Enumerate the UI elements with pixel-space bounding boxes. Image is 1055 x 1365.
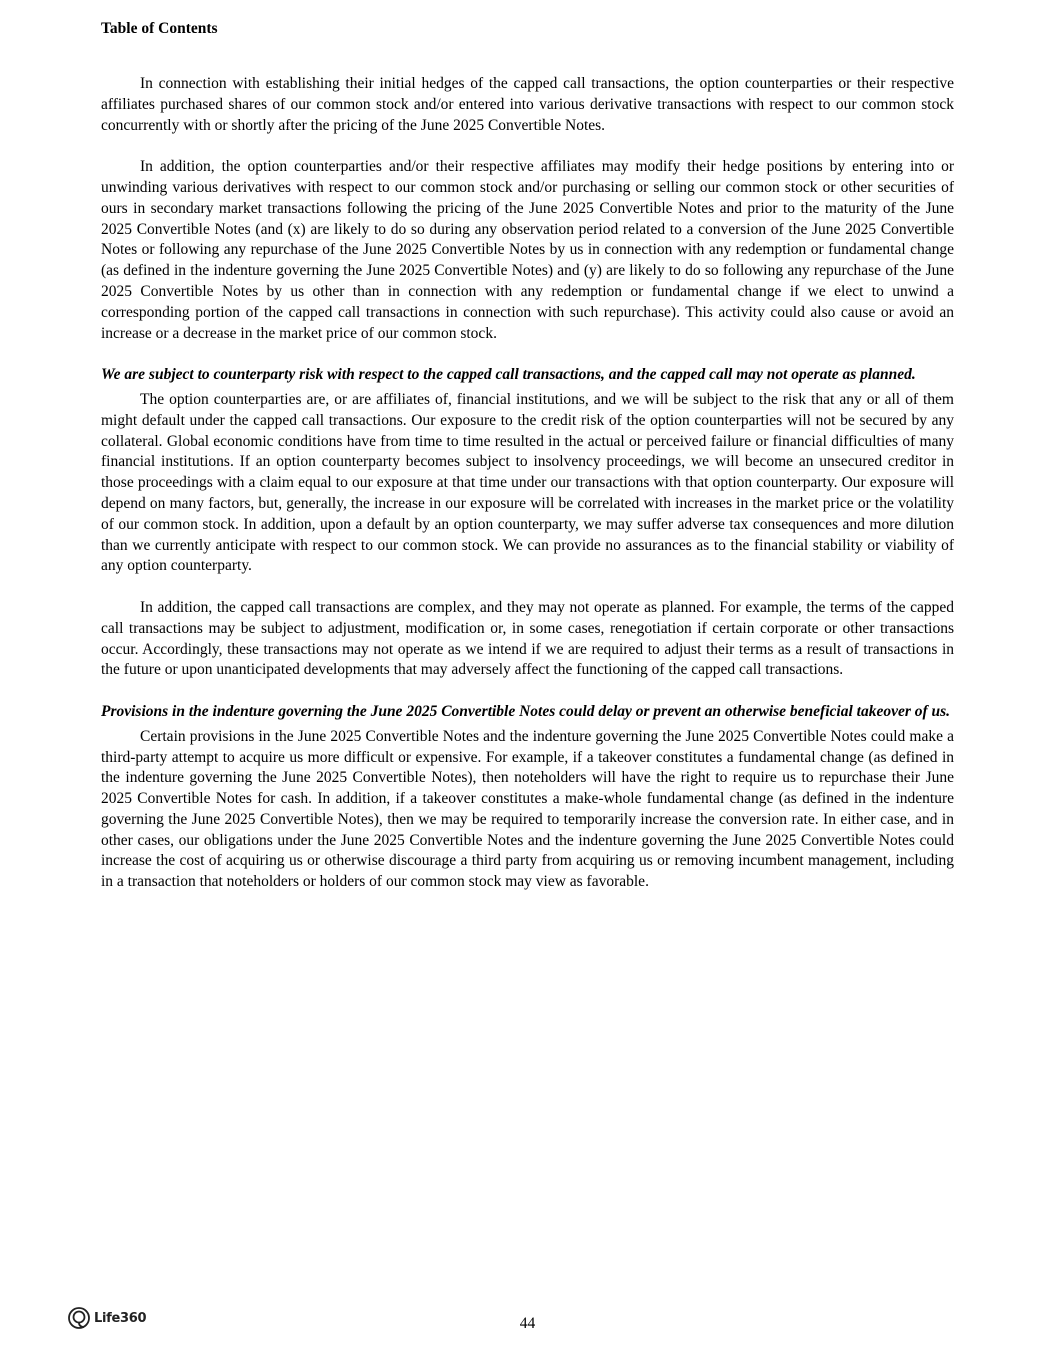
page-number: 44 [519,1315,536,1332]
section-heading: Provisions in the indenture governing the June 2025 Convertible Notes could delay or prevent an otherwise beneficial takeover of us. [101,702,951,720]
paragraph: The option counterparties are, or are affiliates of, financial institutions, and we will be subject to the risk that any or all of them might default under the capped call transactions. Our exposure to the credit risk of the option counterparties will not be secured by any collateral. Global economic conditions have from time to time resulted in the actual or perceived failure or financial difficulties of many financial institutions. If an option counterparty becomes subject to insolvency proceedings, we will become an unsecured creditor in those proceedings with a claim equal to our exposure at that time under our transactions with that option counterparty. Our exposure will depend on many factors, but, generally, the increase in our exposure will be correlated with increases in the market price or the volatility of our common stock. In addition, upon a default by an option counterparty, we may suffer adverse tax consequences and more dilution than we currently anticipate with respect to our common stock. We can provide no assurances as to the financial stability or viability of any option counterparty. [101,390,954,575]
paragraph: Certain provisions in the June 2025 Convertible Notes and the indenture governing the June 2025 Convertible Notes could make a third-party attempt to acquire us more difficult or expensive. For example, if a takeover constitutes a fundamental change (as defined in the indenture governing the June 2025 Convertible Notes), then noteholders will have the right to require us to repurchase their June 2025 Convertible Notes for cash. In addition, if a takeover constitutes a make-whole fundamental change (as defined in the indenture governing the June 2025 Convertible Notes), then we may be required to temporarily increase the conversion rate. In either case, and in other cases, our obligations under the June 2025 Convertible Notes and the indenture governing the June 2025 Convertible Notes could increase the cost of acquiring us or otherwise discourage a third party from acquiring us or removing incumbent management, including in a transaction that noteholders or holders of our common stock may view as favorable. [101,727,954,891]
section-heading: We are subject to counterparty risk with respect to the capped call transactions, and the capped call may not operate as planned. [101,366,916,384]
logo-text: Life360 [94,1310,147,1326]
paragraph: In addition, the capped call transactions are complex, and they may not operate as planned. For example, the terms of the capped call transactions may be subject to adjustment, modification or, in some cases, renegotiation if certain corporate or other transactions occur. Accordingly, these transactions may not operate as we intend if we are required to adjust their terms as a result of transactions in the future or upon unanticipated developments that may adversely affect the functioning of the capped call transactions. [101,598,954,679]
table-of-contents-link[interactable]: Table of Contents [101,20,218,37]
paragraph: In connection with establishing their initial hedges of the capped call transactions, the option counterparties or their respective affiliates purchased shares of our common stock and/or entered into various derivative transactions with respect to our common stock concurrently with or shortly after the pricing of the June 2025 Convertible Notes. [101,75,954,134]
document-body [101,74,954,914]
paragraph: In addition, the option counterparties and/or their respective affiliates may modify their hedge positions by entering into or unwinding various derivatives with respect to our common stock and/or purchasing or selling our common stock or other securities of ours in secondary market transactions following the pricing of the June 2025 Convertible Notes and prior to the maturity of the June 2025 Convertible Notes (and (x) are likely to do so during any observation period related to a conversion of the June 2025 Convertible Notes or following any repurchase of the June 2025 Convertible Notes by us in connection with any redemption or fundamental change (as defined in the indenture governing the June 2025 Convertible Notes) and (y) are likely to do so following any repurchase of the June 2025 Convertible Notes by us other than in connection with any redemption or fundamental change if we elect to unwind a corresponding portion of the capped call transactions in connection with such repurchase). This activity could also cause or avoid an increase or a decrease in the market price of our common stock. [101,158,954,342]
